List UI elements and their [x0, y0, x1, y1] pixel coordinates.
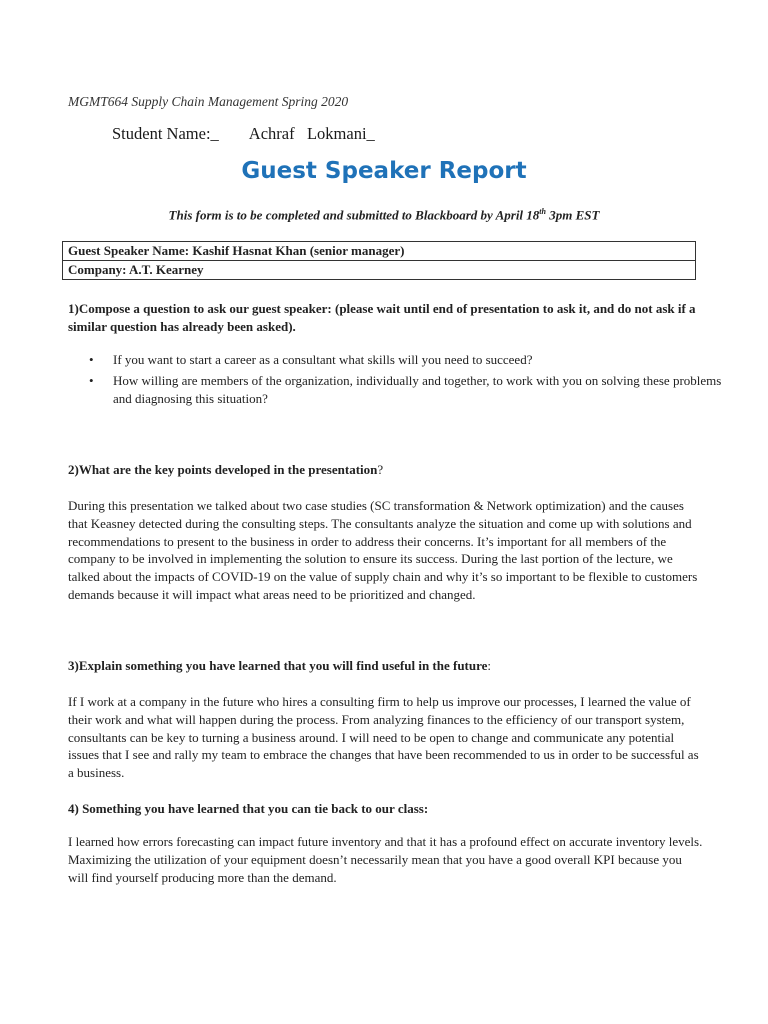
question-3-answer: If I work at a company in the future who hires a consulting firm to help us improve our processes, I learned the value of their work and what will happen during the process. From analyzing finances to the efficiency of our transport system, consultants can be key to turning a business around. I will need to be open to change and communicate any potential issues that I see and rally my team to embrace the changes that have been recommended to us in order to be successful as a business.: [68, 694, 699, 781]
list-item: [89, 351, 733, 369]
speaker-name-cell: Guest Speaker Name: Kashif Hasnat Khan (senior manager): [63, 242, 696, 261]
bullet-icon: •: [89, 352, 94, 367]
table-row: [63, 242, 696, 261]
notice-superscript: th: [539, 207, 546, 216]
student-name-label: Student Name:_: [112, 124, 219, 143]
question-3-tail: :: [487, 658, 492, 673]
student-name-line: [112, 124, 375, 144]
notice-text: This form is to be completed and submitted to Blackboard by April 18: [168, 207, 540, 223]
question-3-heading: [68, 657, 698, 675]
list-item: [89, 372, 733, 408]
student-name-value: Achraf Lokmani_: [248, 124, 375, 143]
question-2-tail: ?: [377, 462, 384, 477]
question-2-text: 2)What are the key points developed in the presentation: [68, 462, 378, 477]
question-2-answer: During this presentation we talked about two case studies (SC transformation & Network optimization) and the causes that Keasney detected during the consulting steps. The consultants analyze the situation and come up with solutions and recommendations to present to the business in order to address their concerns. It’s important for all members of the company to be involved in implementing the solution to ensure its success. During the last portion of the lecture, we talked about the impacts of COVID-19 on the value of supply chain and why it’s so important to be flexible to customers demands because it will impact what areas need to be prioritized and changed.: [68, 498, 698, 602]
bullet-icon: •: [89, 373, 94, 388]
question-4-answer: I learned how errors forecasting can impact future inventory and that it has a profound effect on accurate inventory levels. Maximizing the utilization of your equipment doesn’t necessarily mean that you have a good overall KPI because you will find yourself producing more than the demand.: [68, 834, 703, 885]
question-1-heading: 1)Compose a question to ask our guest speaker: (please wait until end of presentation to ask it, and do not ask if a similar question has already been asked).: [68, 301, 696, 334]
table-row: [63, 261, 696, 280]
question-4-heading: 4) Something you have learned that you can tie back to our class:: [68, 801, 429, 816]
question-1-bullets: [68, 351, 733, 411]
company-cell: Company: A.T. Kearney: [63, 261, 696, 280]
question-2-heading: [68, 461, 698, 479]
submission-notice: [0, 207, 768, 223]
notice-text-end: 3pm EST: [545, 207, 600, 223]
bullet-text: If you want to start a career as a consultant what skills will you need to succeed?: [113, 352, 533, 367]
report-title: Guest Speaker Report: [241, 158, 527, 184]
course-header: MGMT664 Supply Chain Management Spring 2020: [68, 94, 349, 109]
speaker-info-table: [62, 241, 696, 280]
question-3-text: 3)Explain something you have learned that you will find useful in the future: [68, 658, 488, 673]
bullet-text: How willing are members of the organization, individually and together, to work with you on solving these problems and diagnosing this situation?: [113, 373, 722, 406]
